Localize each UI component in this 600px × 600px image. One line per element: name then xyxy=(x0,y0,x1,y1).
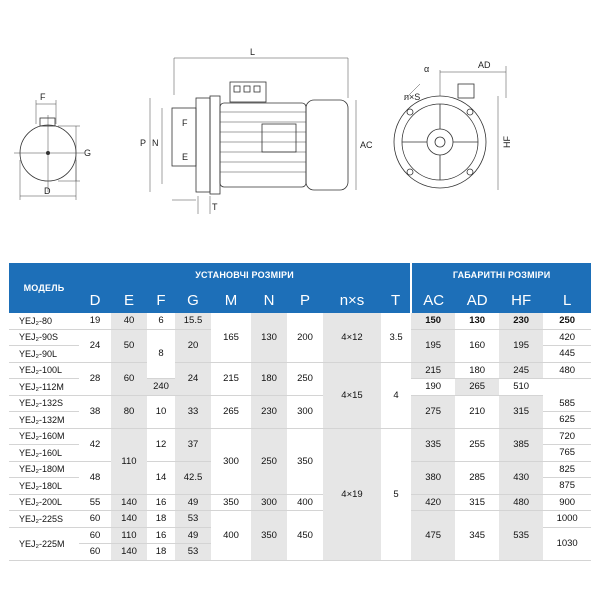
motor-side-view xyxy=(140,47,373,214)
dim-label: HF xyxy=(502,136,512,148)
cell-g: 42.5 xyxy=(175,461,211,494)
column-header: HF xyxy=(499,287,543,313)
cell-hf: 245 xyxy=(499,362,543,379)
cell-n: 180 xyxy=(251,362,287,395)
cell-e: 40 xyxy=(111,313,147,329)
header-mounting-dimensions: УСТАНОВЧІ РОЗМІРИ xyxy=(79,263,411,287)
cell-l: 445 xyxy=(543,346,591,363)
header-overall-dimensions: ГАБАРИТНІ РОЗМІРИ xyxy=(411,263,591,287)
cell-d: 42 xyxy=(79,428,111,461)
table-row xyxy=(9,362,591,379)
cell-ad: 190 xyxy=(411,379,455,396)
cell-d: 60 xyxy=(79,527,111,544)
table-row xyxy=(9,313,591,329)
cell-f: 18 xyxy=(147,511,175,528)
cell-ac: 420 xyxy=(411,494,455,511)
cell-f: 14 xyxy=(147,461,175,494)
table-header-columns xyxy=(9,287,591,313)
dim-label: AC xyxy=(360,140,373,150)
dim-label: F xyxy=(40,92,46,102)
cell-n: 250 xyxy=(251,428,287,494)
cell-f: 10 xyxy=(147,395,175,428)
column-header: L xyxy=(543,287,591,313)
cell-p: 350 xyxy=(287,428,323,494)
dim-label: F xyxy=(182,118,188,128)
cell-ad: 160 xyxy=(455,329,499,362)
cell-g: 53 xyxy=(175,544,211,561)
cell-hf: 535 xyxy=(499,511,543,561)
cell-hf: 265 xyxy=(455,379,499,396)
dim-label: N xyxy=(152,138,159,148)
cell-hf: 230 xyxy=(499,313,543,329)
column-header: M xyxy=(211,287,251,313)
cell-n: 350 xyxy=(251,511,287,561)
cell-l: 585 xyxy=(543,395,591,412)
model-cell: YEJ₂-225S xyxy=(9,511,79,528)
model-cell: YEJ₂-180L xyxy=(9,478,79,495)
column-header: E xyxy=(111,287,147,313)
cell-m: 300 xyxy=(211,428,251,494)
cell-l: 875 xyxy=(543,478,591,495)
model-cell: YEJ₂-112M xyxy=(9,379,79,396)
column-header: P xyxy=(287,287,323,313)
model-cell: YEJ₂-160L xyxy=(9,445,79,462)
model-cell: YEJ₂-180M xyxy=(9,461,79,478)
dim-label: P xyxy=(140,138,147,148)
cell-t: 3.5 xyxy=(381,313,411,362)
column-header: D xyxy=(79,287,111,313)
cell-n: 300 xyxy=(251,494,287,511)
cell-g: 49 xyxy=(175,527,211,544)
cell-nxs: 4×19 xyxy=(323,428,381,560)
cell-p: 450 xyxy=(287,511,323,561)
cell-g: 15.5 xyxy=(175,313,211,329)
dim-label: AD xyxy=(478,60,491,70)
cell-f: 12 xyxy=(147,428,175,461)
cell-e: 140 xyxy=(111,511,147,528)
cell-d: 60 xyxy=(79,511,111,528)
cell-p: 250 xyxy=(287,362,323,395)
cell-l: 510 xyxy=(499,379,543,396)
cell-d: 28 xyxy=(79,362,111,395)
table-header-groups xyxy=(9,263,591,287)
cell-ac: 335 xyxy=(411,428,455,461)
cell-t: 5 xyxy=(381,428,411,560)
column-header: G xyxy=(175,287,211,313)
model-cell: YEJ₂-90L xyxy=(9,346,79,363)
cell-n: 230 xyxy=(251,395,287,428)
column-header: AC xyxy=(411,287,455,313)
cell-t: 4 xyxy=(381,362,411,428)
cell-l: 1030 xyxy=(543,527,591,560)
cell-ac: 475 xyxy=(411,511,455,561)
cell-l: 250 xyxy=(543,313,591,329)
dim-label: α xyxy=(424,64,430,74)
cell-e: 50 xyxy=(111,329,147,362)
technical-drawing xyxy=(0,0,600,258)
dim-label: n×S xyxy=(404,92,421,102)
dim-label: L xyxy=(250,47,256,57)
cell-d: 55 xyxy=(79,494,111,511)
model-cell: YEJ₂-100L xyxy=(9,362,79,379)
column-header: AD xyxy=(455,287,499,313)
cell-f: 16 xyxy=(147,494,175,511)
cell-g: 33 xyxy=(175,395,211,428)
table-row xyxy=(9,428,591,445)
cell-hf: 430 xyxy=(499,461,543,494)
column-header: T xyxy=(381,287,411,313)
cell-ad: 210 xyxy=(455,395,499,428)
cell-d: 24 xyxy=(79,329,111,362)
model-cell: YEJ₂-200L xyxy=(9,494,79,511)
shaft-end-view xyxy=(14,92,91,200)
cell-ad: 255 xyxy=(455,428,499,461)
cell-f: 8 xyxy=(147,329,175,379)
cell-l: 480 xyxy=(543,362,591,379)
cell-m: 265 xyxy=(211,395,251,428)
model-cell: YEJ₂-225M xyxy=(9,527,79,560)
cell-ac: 275 xyxy=(411,395,455,428)
cell-ad: 345 xyxy=(455,511,499,561)
cell-ac: 380 xyxy=(411,461,455,494)
cell-l: 625 xyxy=(543,412,591,429)
cell-d: 19 xyxy=(79,313,111,329)
table-row xyxy=(9,395,591,412)
column-header: n×s xyxy=(323,287,381,313)
cell-m: 215 xyxy=(211,362,251,395)
cell-ad: 315 xyxy=(455,494,499,511)
cell-nxs: 4×12 xyxy=(323,313,381,362)
cell-e: 110 xyxy=(111,428,147,494)
cell-hf: 315 xyxy=(499,395,543,428)
column-header: N xyxy=(251,287,287,313)
cell-ad: 285 xyxy=(455,461,499,494)
cell-m: 400 xyxy=(211,511,251,561)
motor-end-view xyxy=(394,60,512,190)
cell-d: 48 xyxy=(79,461,111,494)
dim-label: T xyxy=(212,202,218,212)
cell-f: 18 xyxy=(147,544,175,561)
cell-d: 60 xyxy=(79,544,111,561)
cell-e: 140 xyxy=(111,544,147,561)
dim-label: D xyxy=(44,186,51,196)
cell-ac: 195 xyxy=(411,329,455,362)
cell-ad: 180 xyxy=(455,362,499,379)
table-row xyxy=(9,494,591,511)
cell-p: 400 xyxy=(287,494,323,511)
cell-g: 24 xyxy=(175,362,211,395)
cell-p: 200 xyxy=(287,313,323,362)
cell-e: 60 xyxy=(111,362,147,395)
dimensions-table xyxy=(9,263,591,561)
column-header: F xyxy=(147,287,175,313)
cell-m: 165 xyxy=(211,313,251,362)
cell-nxs: 4×15 xyxy=(323,362,381,428)
header-model: МОДЕЛЬ xyxy=(9,263,79,313)
cell-l: 420 xyxy=(543,329,591,346)
cell-ac: 215 xyxy=(411,362,455,379)
cell-ad: 130 xyxy=(455,313,499,329)
model-cell: YEJ₂-160M xyxy=(9,428,79,445)
table-row xyxy=(9,511,591,528)
cell-l: 900 xyxy=(543,494,591,511)
cell-e: 80 xyxy=(111,395,147,428)
model-cell: YEJ₂-90S xyxy=(9,329,79,346)
cell-e: 110 xyxy=(111,527,147,544)
cell-ac: 240 xyxy=(147,379,175,396)
cell-g: 53 xyxy=(175,511,211,528)
cell-l: 1000 xyxy=(543,511,591,528)
cell-ac: 150 xyxy=(411,313,455,329)
dim-label: G xyxy=(84,148,92,158)
cell-l: 825 xyxy=(543,461,591,478)
cell-g: 20 xyxy=(175,329,211,362)
model-cell: YEJ₂-132S xyxy=(9,395,79,412)
cell-g: 37 xyxy=(175,428,211,461)
cell-m: 350 xyxy=(211,494,251,511)
cell-f: 16 xyxy=(147,527,175,544)
cell-g: 49 xyxy=(175,494,211,511)
cell-e: 140 xyxy=(111,494,147,511)
cell-f: 6 xyxy=(147,313,175,329)
cell-l: 720 xyxy=(543,428,591,445)
model-cell: YEJ₂-80 xyxy=(9,313,79,329)
model-cell: YEJ₂-132M xyxy=(9,412,79,429)
cell-hf: 385 xyxy=(499,428,543,461)
cell-l: 765 xyxy=(543,445,591,462)
cell-hf: 195 xyxy=(499,329,543,362)
cell-hf: 480 xyxy=(499,494,543,511)
cell-n: 130 xyxy=(251,313,287,362)
dim-label: E xyxy=(182,152,189,162)
cell-d: 38 xyxy=(79,395,111,428)
cell-p: 300 xyxy=(287,395,323,428)
